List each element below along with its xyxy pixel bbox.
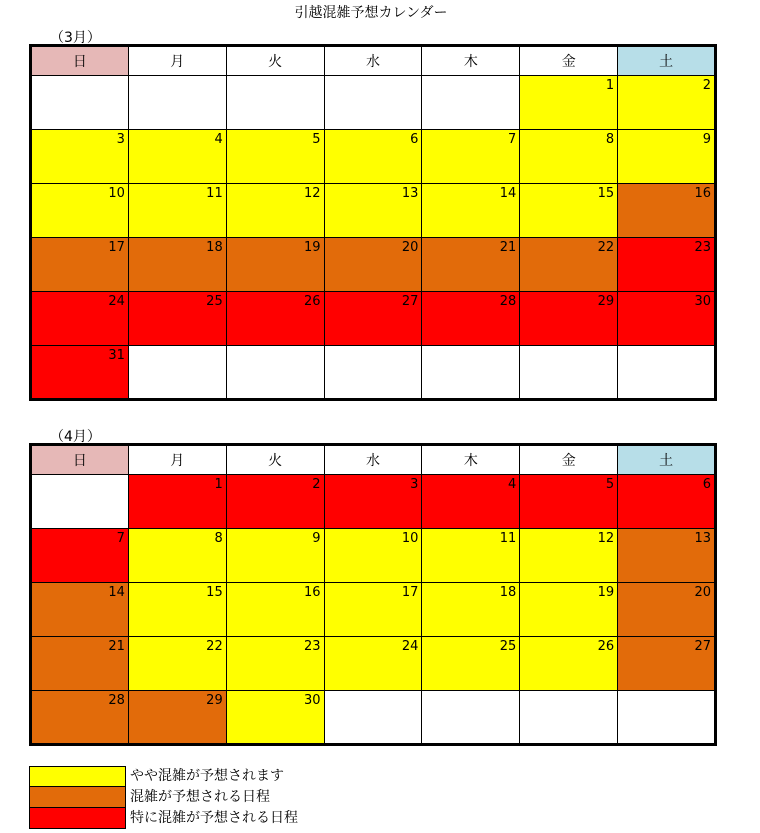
weekday-header-saturday: 土 bbox=[618, 46, 716, 76]
weekday-header-monday: 月 bbox=[128, 46, 226, 76]
month-label-april: （4月） bbox=[50, 429, 101, 445]
legend-label: 特に混雑が予想される日程 bbox=[130, 810, 298, 826]
empty-cell bbox=[618, 346, 716, 400]
day-cell: 11 bbox=[422, 529, 520, 583]
legend-swatch bbox=[29, 808, 126, 829]
week-row bbox=[31, 346, 716, 400]
day-cell: 5 bbox=[520, 475, 618, 529]
weekday-header-row bbox=[31, 445, 716, 475]
weekday-header-row bbox=[31, 46, 716, 76]
day-cell: 27 bbox=[618, 637, 716, 691]
week-row bbox=[31, 691, 716, 745]
day-cell: 4 bbox=[422, 475, 520, 529]
calendar-title: 引越混雑予想カレンダー bbox=[294, 5, 448, 21]
weekday-header-thursday: 木 bbox=[422, 445, 520, 475]
day-cell: 22 bbox=[128, 637, 226, 691]
weekday-header-tuesday: 火 bbox=[226, 46, 324, 76]
day-cell: 4 bbox=[128, 130, 226, 184]
day-cell: 2 bbox=[618, 76, 716, 130]
week-row bbox=[31, 529, 716, 583]
legend-item bbox=[29, 787, 298, 808]
day-cell: 2 bbox=[226, 475, 324, 529]
empty-cell bbox=[422, 76, 520, 130]
weekday-header-friday: 金 bbox=[520, 445, 618, 475]
empty-cell bbox=[128, 76, 226, 130]
day-cell: 14 bbox=[422, 184, 520, 238]
empty-cell bbox=[226, 76, 324, 130]
day-cell: 17 bbox=[31, 238, 129, 292]
empty-cell bbox=[31, 76, 129, 130]
empty-cell bbox=[324, 76, 422, 130]
week-row bbox=[31, 637, 716, 691]
day-cell: 30 bbox=[618, 292, 716, 346]
day-cell: 3 bbox=[324, 475, 422, 529]
day-cell: 27 bbox=[324, 292, 422, 346]
empty-cell bbox=[324, 691, 422, 745]
day-cell: 20 bbox=[618, 583, 716, 637]
day-cell: 24 bbox=[31, 292, 129, 346]
day-cell: 6 bbox=[324, 130, 422, 184]
empty-cell bbox=[422, 346, 520, 400]
empty-cell bbox=[31, 475, 129, 529]
week-row bbox=[31, 292, 716, 346]
empty-cell bbox=[618, 691, 716, 745]
weekday-header-sunday: 日 bbox=[31, 46, 129, 76]
day-cell: 16 bbox=[618, 184, 716, 238]
day-cell: 30 bbox=[226, 691, 324, 745]
day-cell: 21 bbox=[31, 637, 129, 691]
weekday-header-wednesday: 水 bbox=[324, 445, 422, 475]
day-cell: 16 bbox=[226, 583, 324, 637]
day-cell: 3 bbox=[31, 130, 129, 184]
day-cell: 1 bbox=[520, 76, 618, 130]
empty-cell bbox=[520, 691, 618, 745]
calendar-march bbox=[29, 44, 717, 401]
legend-item bbox=[29, 808, 298, 829]
week-row bbox=[31, 475, 716, 529]
day-cell: 7 bbox=[422, 130, 520, 184]
weekday-header-saturday: 土 bbox=[618, 445, 716, 475]
day-cell: 24 bbox=[324, 637, 422, 691]
week-row bbox=[31, 583, 716, 637]
week-row bbox=[31, 184, 716, 238]
weekday-header-monday: 月 bbox=[128, 445, 226, 475]
calendar-april bbox=[29, 443, 717, 746]
weekday-header-tuesday: 火 bbox=[226, 445, 324, 475]
day-cell: 15 bbox=[128, 583, 226, 637]
day-cell: 23 bbox=[226, 637, 324, 691]
day-cell: 15 bbox=[520, 184, 618, 238]
empty-cell bbox=[422, 691, 520, 745]
day-cell: 29 bbox=[128, 691, 226, 745]
weekday-header-friday: 金 bbox=[520, 46, 618, 76]
day-cell: 13 bbox=[618, 529, 716, 583]
day-cell: 23 bbox=[618, 238, 716, 292]
legend-label: 混雑が予想される日程 bbox=[130, 789, 270, 805]
day-cell: 8 bbox=[520, 130, 618, 184]
day-cell: 29 bbox=[520, 292, 618, 346]
day-cell: 18 bbox=[422, 583, 520, 637]
weekday-header-thursday: 木 bbox=[422, 46, 520, 76]
day-cell: 10 bbox=[31, 184, 129, 238]
day-cell: 19 bbox=[226, 238, 324, 292]
day-cell: 20 bbox=[324, 238, 422, 292]
day-cell: 26 bbox=[520, 637, 618, 691]
day-cell: 22 bbox=[520, 238, 618, 292]
day-cell: 9 bbox=[618, 130, 716, 184]
legend-swatch bbox=[29, 787, 126, 808]
day-cell: 10 bbox=[324, 529, 422, 583]
week-row bbox=[31, 76, 716, 130]
weekday-header-wednesday: 水 bbox=[324, 46, 422, 76]
day-cell: 1 bbox=[128, 475, 226, 529]
day-cell: 8 bbox=[128, 529, 226, 583]
day-cell: 12 bbox=[226, 184, 324, 238]
week-row bbox=[31, 238, 716, 292]
weekday-header-sunday: 日 bbox=[31, 445, 129, 475]
legend-swatch bbox=[29, 766, 126, 787]
day-cell: 28 bbox=[422, 292, 520, 346]
legend-item bbox=[29, 766, 298, 787]
day-cell: 7 bbox=[31, 529, 129, 583]
day-cell: 25 bbox=[422, 637, 520, 691]
legend-label: やや混雑が予想されます bbox=[130, 768, 284, 784]
day-cell: 18 bbox=[128, 238, 226, 292]
month-label-march: （3月） bbox=[50, 30, 101, 46]
empty-cell bbox=[128, 346, 226, 400]
day-cell: 19 bbox=[520, 583, 618, 637]
day-cell: 28 bbox=[31, 691, 129, 745]
day-cell: 26 bbox=[226, 292, 324, 346]
empty-cell bbox=[226, 346, 324, 400]
day-cell: 11 bbox=[128, 184, 226, 238]
empty-cell bbox=[520, 346, 618, 400]
day-cell: 13 bbox=[324, 184, 422, 238]
day-cell: 12 bbox=[520, 529, 618, 583]
day-cell: 6 bbox=[618, 475, 716, 529]
day-cell: 31 bbox=[31, 346, 129, 400]
day-cell: 25 bbox=[128, 292, 226, 346]
day-cell: 21 bbox=[422, 238, 520, 292]
empty-cell bbox=[324, 346, 422, 400]
week-row bbox=[31, 130, 716, 184]
day-cell: 14 bbox=[31, 583, 129, 637]
day-cell: 17 bbox=[324, 583, 422, 637]
legend bbox=[29, 766, 298, 829]
day-cell: 9 bbox=[226, 529, 324, 583]
day-cell: 5 bbox=[226, 130, 324, 184]
